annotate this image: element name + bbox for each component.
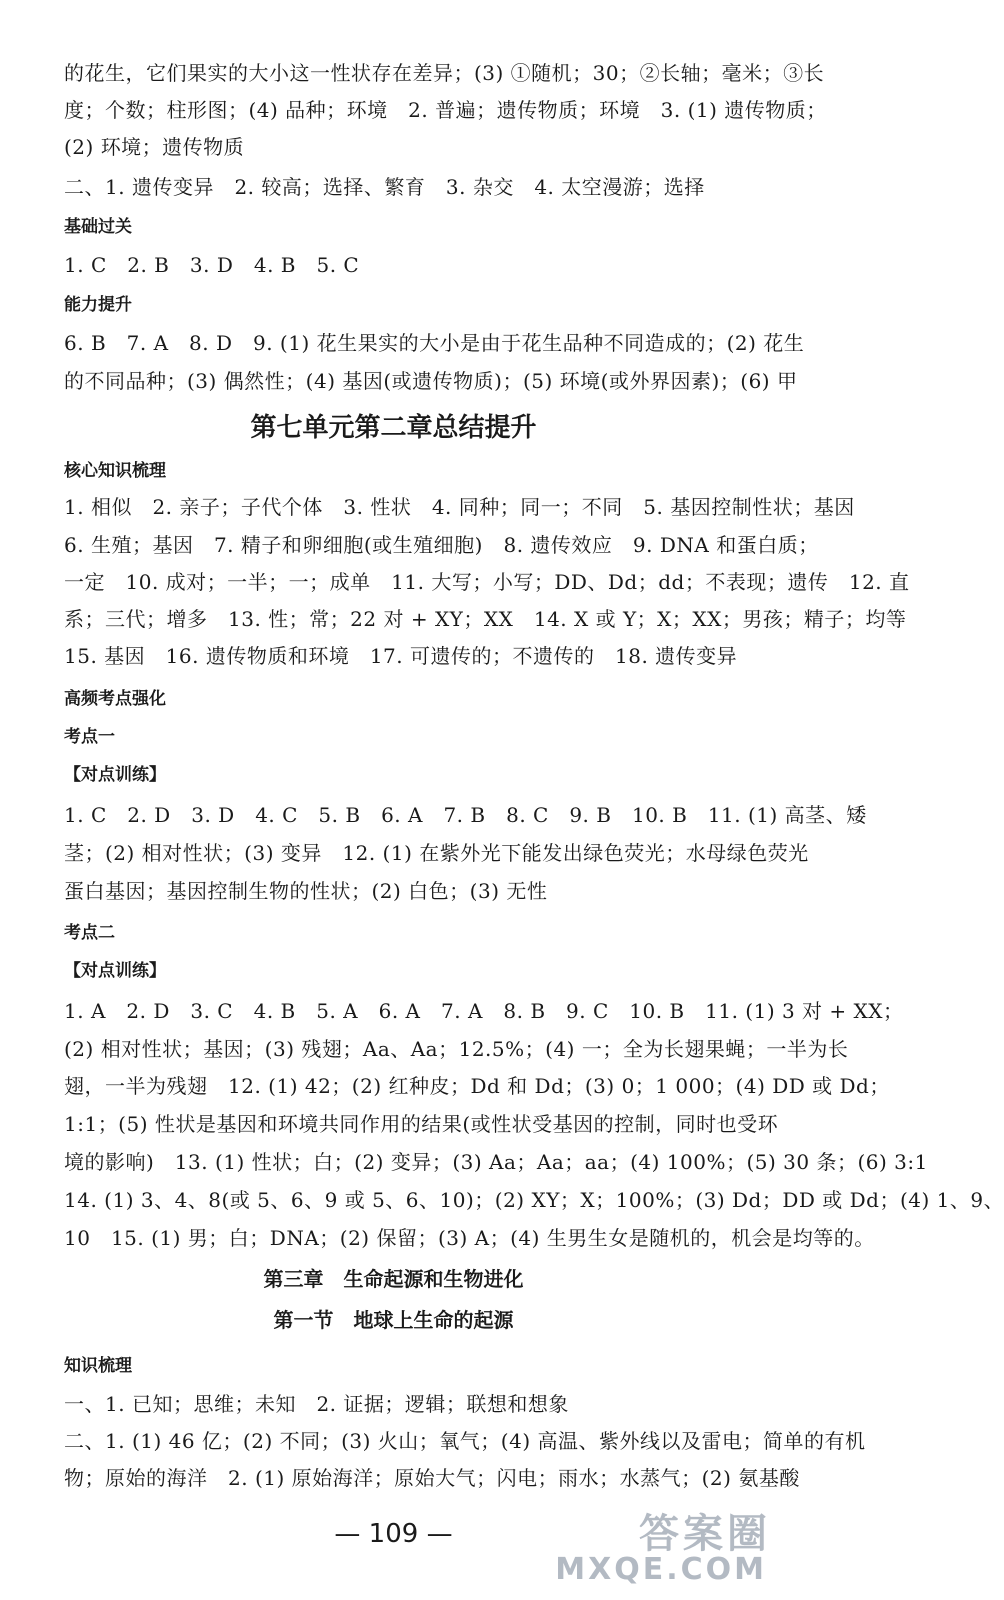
text-line: (2) 环境；遗传物质	[64, 135, 245, 159]
text-line: 翅，一半为残翅 12. (1) 42；(2) 红种皮；Dd 和 Dd；(3) 0；1 000；(4) DD 或 Dd；	[64, 1074, 890, 1098]
text-line: 15. 基因 16. 遗传物质和环境 17. 可遗传的；不遗传的 18. 遗传变异	[64, 644, 738, 668]
watermark-logo	[555, 1502, 771, 1592]
text-line: 茎；(2) 相对性状；(3) 变异 12. (1) 在紫外光下能发出绿色荧光；水母绿色荧光	[64, 841, 809, 865]
kaodian-two-heading: 考点二	[64, 923, 115, 943]
text-line: 蛋白基因；基因控制生物的性状；(2) 白色；(3) 无性	[64, 879, 548, 903]
text-line: 1. A 2. D 3. C 4. B 5. A 6. A 7. A 8. B 9. C 10. B 11. (1) 3 对 + XX；	[64, 999, 904, 1023]
text-line: 一、1. 已知；思维；未知 2. 证据；逻辑；联想和想象	[64, 1392, 569, 1416]
text-line: 度；个数；柱形图；(4) 品种；环境 2. 普遍；遗传物质；环境 3. (1) 遗传物质；	[64, 98, 827, 122]
text-line: 的花生，它们果实的大小这一性状存在差异；(3) ①随机；30；②长轴；毫米；③长	[64, 61, 825, 85]
unit-summary-title: 第七单元第二章总结提升	[250, 413, 537, 443]
text-line: 一定 10. 成对；一半；一；成单 11. 大写；小写；DD、Dd；dd；不表现；遗传 12. 直	[64, 570, 910, 594]
text-line: 境的影响) 13. (1) 性状；白；(2) 变异；(3) Aa；Aa；aa；(4) 100%；(5) 30 条；(6) 3:1	[64, 1150, 928, 1174]
text-line: 1. 相似 2. 亲子；子代个体 3. 性状 4. 同种；同一；不同 5. 基因控制性状；基因	[64, 495, 855, 519]
section-heading-nengli: 能力提升	[64, 295, 132, 315]
section-heading-gaopin: 高频考点强化	[64, 689, 166, 709]
text-line: 1. C 2. D 3. D 4. C 5. B 6. A 7. B 8. C 9. B 10. B 11. (1) 高茎、矮	[64, 803, 867, 827]
watermark-cn: 答案圈	[639, 1511, 771, 1557]
kaodian-one-heading: 考点一	[64, 727, 115, 747]
text-line: 系；三代；增多 13. 性；常；22 对 + XY；XX 14. X 或 Y；X；XX；男孩；精子；均等	[64, 607, 907, 631]
text-line: 1:1；(5) 性状是基因和环境共同作用的结果(或性状受基因的控制，同时也受环	[64, 1112, 779, 1136]
section-heading-zhishi: 知识梳理	[64, 1356, 132, 1376]
chapter-title: 第三章 生命起源和生物进化	[263, 1267, 524, 1291]
section-heading-jichu: 基础过关	[64, 217, 132, 237]
text-line: 二、1. 遗传变异 2. 较高；选择、繁育 3. 杂交 4. 太空漫游；选择	[64, 175, 705, 199]
text-line: 物；原始的海洋 2. (1) 原始海洋；原始大气；闪电；雨水；水蒸气；(2) 氨基酸	[64, 1466, 800, 1490]
practice-heading-one: 【对点训练】	[64, 765, 166, 785]
text-line: 二、1. (1) 46 亿；(2) 不同；(3) 火山；氧气；(4) 高温、紫外线以及雷电；简单的有机	[64, 1429, 866, 1453]
text-line: 的不同品种；(3) 偶然性；(4) 基因(或遗传物质)；(5) 环境(或外界因素)；(6) 甲	[64, 369, 798, 393]
text-line: 14. (1) 3、4、8(或 5、6、9 或 5、6、10)；(2) XY；X；100%；(3) Dd；DD 或 Dd；(4) 1、9、	[64, 1188, 1004, 1212]
section-heading-hexin: 核心知识梳理	[64, 461, 166, 481]
text-line: (2) 相对性状；基因；(3) 残翅；Aa、Aa；12.5%；(4) 一；全为长翅果蝇；一半为长	[64, 1037, 849, 1061]
text-line: 6. B 7. A 8. D 9. (1) 花生果实的大小是由于花生品种不同造成的；(2) 花生	[64, 331, 805, 355]
page-number: — 109 —	[334, 1519, 453, 1549]
watermark-en: MXQE.COM	[555, 1552, 767, 1587]
text-line: 6. 生殖；基因 7. 精子和卵细胞(或生殖细胞) 8. 遗传效应 9. DNA 和蛋白质；	[64, 533, 819, 557]
text-line: 1. C 2. B 3. D 4. B 5. C	[64, 253, 360, 277]
practice-heading-two: 【对点训练】	[64, 961, 166, 981]
section-title: 第一节 地球上生命的起源	[273, 1308, 514, 1332]
text-line: 10 15. (1) 男；白；DNA；(2) 保留；(3) A；(4) 生男生女是随机的，机会是均等的。	[64, 1226, 875, 1250]
